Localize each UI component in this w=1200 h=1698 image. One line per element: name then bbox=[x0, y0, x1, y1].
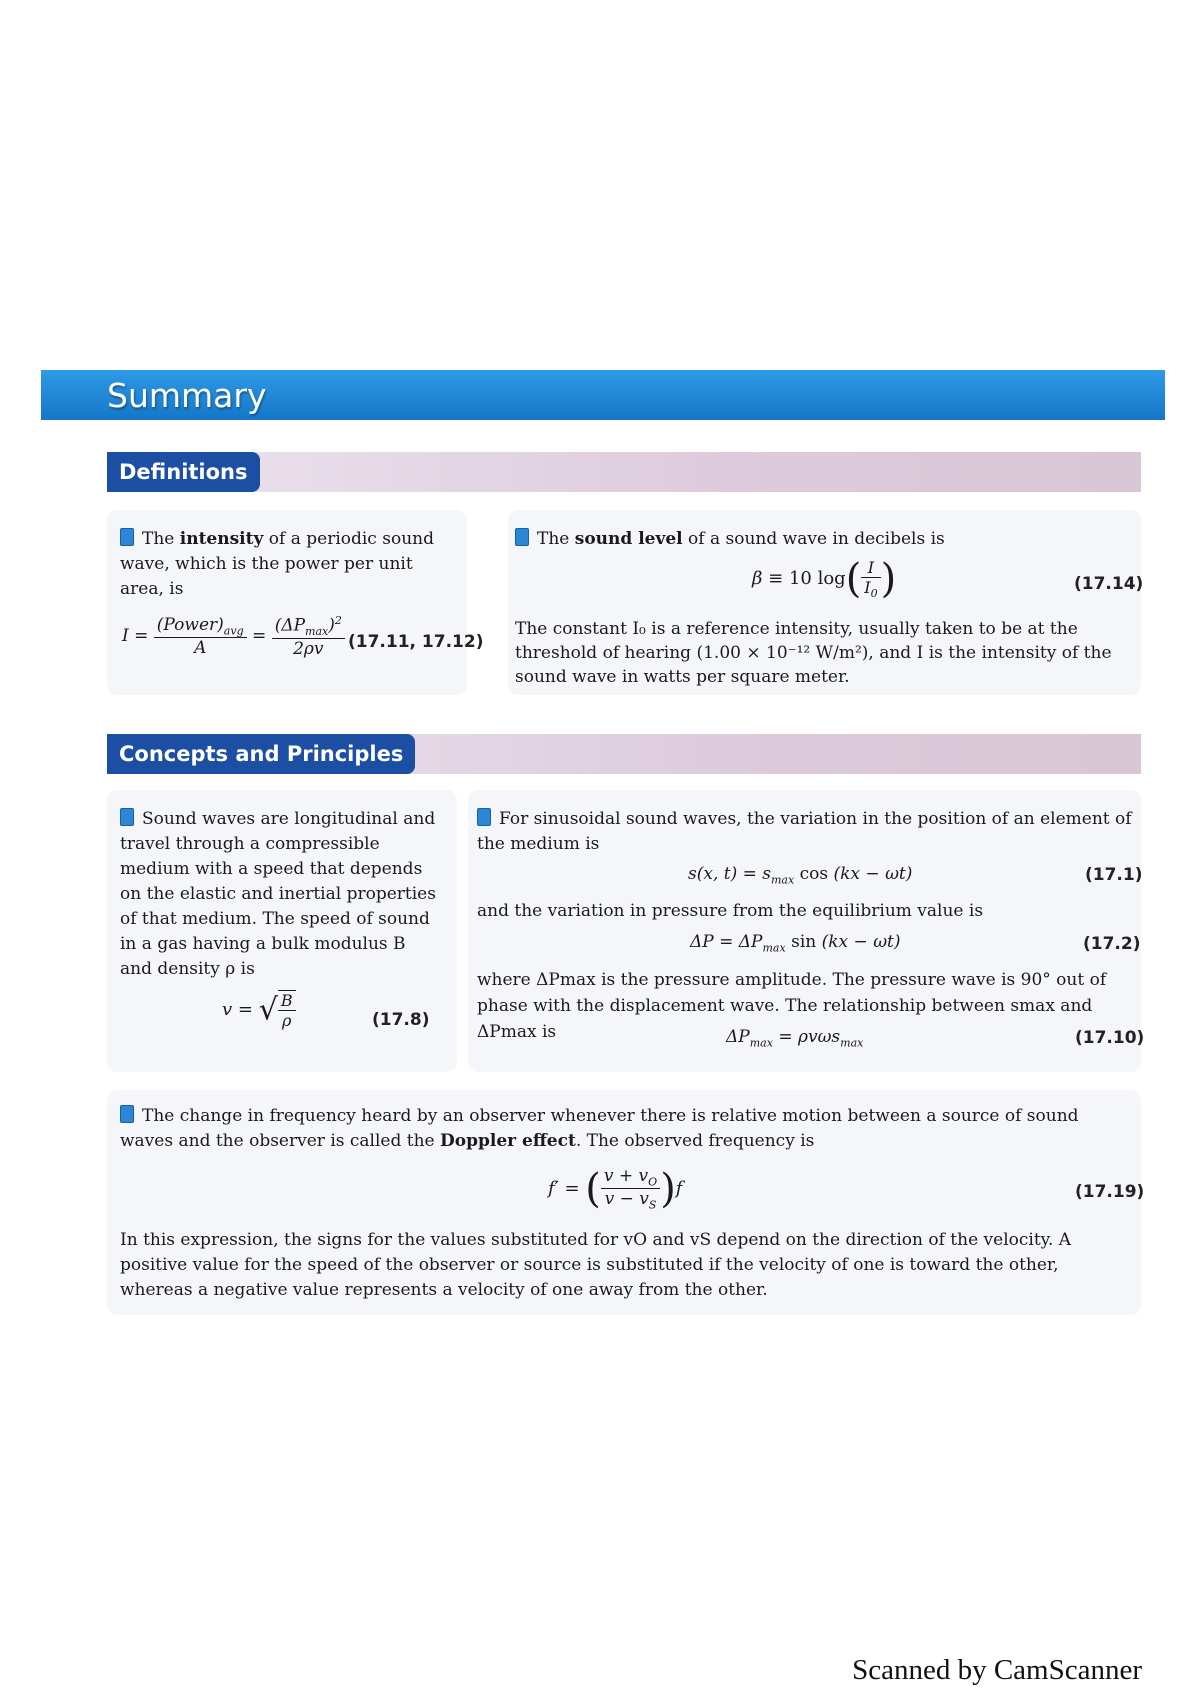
sound-level-equation: β ≡ 10 log( $\frac{I}{I_0}$ ) bbox=[752, 556, 897, 603]
speed-equation: v = √ $\frac{B}{\rho}$ bbox=[222, 990, 296, 1030]
sound-level-eq-number: (17.14) bbox=[1074, 574, 1144, 594]
intensity-equation: I = $\frac{(Power)_{avg}}{A}$ = $\frac{(\Delta P_{max})^2}{2\rho v}$ bbox=[122, 614, 345, 659]
speed-eq-number: (17.8) bbox=[372, 1010, 430, 1030]
pressure-intro: and the variation in pressure from the equilibrium value is bbox=[477, 901, 984, 921]
doppler-eq-number: (17.19) bbox=[1075, 1182, 1145, 1202]
displacement-equation: s(x, $t) = s_{max}$ cos (kx − ωt) bbox=[688, 864, 913, 887]
amplitude-relation-equation: $\Delta P_{max} = \rho v\omega s_{max}$ bbox=[726, 1027, 864, 1050]
section-marker-icon bbox=[515, 528, 529, 546]
intensity-eq-number: (17.11, 17.12) bbox=[348, 632, 484, 652]
longitudinal-text: Sound waves are longitudinal and travel through a compressible medium with a speed that depends on the elastic and inertial properties of that medium. The speed of sound in a gas having a bulk modulus B and density ρ is bbox=[120, 809, 436, 979]
intensity-text: The intensity of a periodic sound wave, which is the power per unit area, is bbox=[120, 529, 434, 599]
section-marker-icon bbox=[120, 528, 134, 546]
sinusoidal-intro: For sinusoidal sound waves, the variation in the position of an element of the medium is bbox=[477, 809, 1132, 854]
summary-header-bar bbox=[41, 370, 1165, 420]
doppler-note: In this expression, the signs for the values substituted for vO and vS depend on the direction of the velocity. A positive value for the speed of the observer or source is substituted if the velocity of one is toward the other, whereas a negative value represents a velocity of one away from the other. bbox=[120, 1230, 1072, 1300]
sound-level-text: The sound level of a sound wave in decibels is bbox=[515, 527, 1115, 552]
definitions-tab: Definitions bbox=[107, 452, 260, 492]
summary-title: Summary bbox=[107, 376, 267, 415]
section-marker-icon bbox=[120, 1105, 134, 1123]
displacement-eq-number: (17.1) bbox=[1085, 865, 1143, 885]
definitions-section-bar bbox=[107, 452, 1141, 492]
concepts-tab: Concepts and Principles bbox=[107, 734, 415, 774]
section-marker-icon bbox=[120, 808, 134, 826]
pressure-eq-number: (17.2) bbox=[1083, 934, 1141, 954]
doppler-equation: f′ = ( $\frac{v + v_O}{v - v_S}$ )f bbox=[548, 1165, 683, 1212]
pressure-amplitude-text: where ΔPmax is the pressure amplitude. The pressure wave is 90° out of phase with the displacement wave. The relationship between smax and ΔPmax is bbox=[477, 970, 1107, 1042]
concepts-section-bar bbox=[107, 734, 1141, 774]
sound-level-note: The constant I₀ is a reference intensity, usually taken to be at the threshold of hearing (1.00 × 10⁻¹² W/m²), and I is the intensity of the sound wave in watts per square meter. bbox=[515, 619, 1112, 687]
section-marker-icon bbox=[477, 808, 491, 826]
scanner-watermark: Scanned by CamScanner bbox=[852, 1654, 1142, 1686]
pressure-equation: $\Delta P = \Delta P_{max}$ sin (kx − ωt) bbox=[690, 932, 901, 955]
doppler-intro: The change in frequency heard by an observer whenever there is relative motion between a source of sound waves and the observer is called the Doppler effect. The observed frequency is bbox=[120, 1106, 1079, 1151]
amplitude-eq-number: (17.10) bbox=[1075, 1028, 1145, 1048]
